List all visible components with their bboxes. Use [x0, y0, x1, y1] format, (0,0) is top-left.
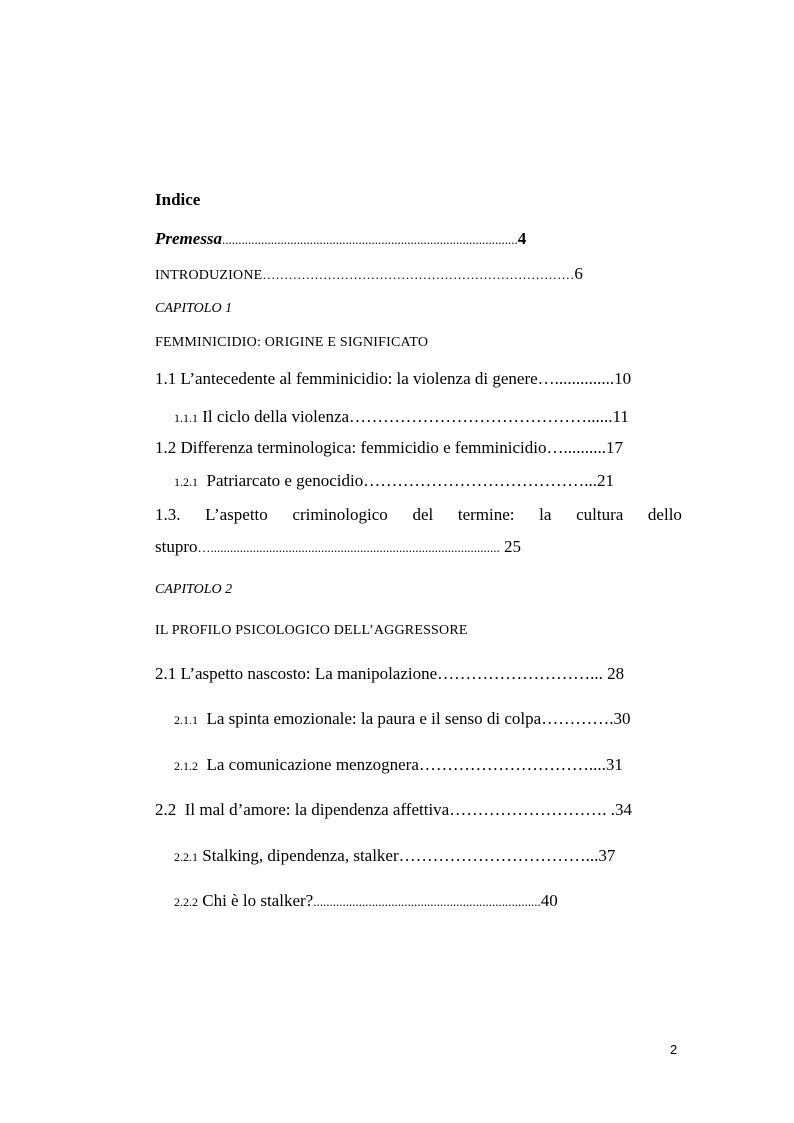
chapter-title-1: FEMMINICIDIO: ORIGINE E SIGNIFICATO	[155, 335, 429, 350]
toc-leader: ...........................................................................................	[222, 232, 518, 247]
toc-page: 4	[517, 229, 527, 248]
toc-entry-1-2	[155, 438, 682, 458]
toc-entry-1-2-1	[174, 471, 682, 492]
toc-entry-number: 1.1.1	[174, 411, 198, 425]
toc-entry-label: Il ciclo della violenza	[202, 407, 350, 426]
toc-entry-label: 1.1 L’antecedente al femminicidio: la violenza di genere	[155, 369, 538, 388]
toc-word: criminologico	[292, 505, 388, 524]
toc-entry-1-3-line2	[155, 537, 682, 558]
toc-word: del	[412, 505, 434, 524]
toc-entry-number: 2.1.1	[174, 713, 198, 727]
toc-leader: …..............	[537, 369, 615, 388]
toc-word: dello	[647, 505, 682, 524]
toc-entry-1-1	[155, 369, 682, 389]
toc-entry-2-2-2	[174, 891, 682, 912]
toc-page: 21	[596, 471, 614, 490]
toc-entry-label: 2.1 L’aspetto nascosto: La manipolazione	[155, 664, 438, 683]
toc-page: 25	[504, 537, 521, 556]
toc-page: 10	[614, 369, 632, 388]
toc-entry-number: 2.2.2	[174, 895, 198, 909]
toc-page: 17	[606, 438, 623, 457]
toc-page: 37	[598, 846, 616, 865]
toc-leader: …..........	[546, 438, 606, 457]
toc-leader: ….........................................................................................	[197, 540, 500, 555]
toc-entry-label: Premessa	[155, 229, 223, 248]
toc-leader: ......................................................................	[313, 894, 541, 909]
toc-entry-label: Chi è lo stalker?	[202, 891, 314, 910]
toc-entry-2-2-1	[174, 846, 682, 867]
page-number: 2	[670, 1042, 678, 1057]
toc-page: 40	[540, 891, 558, 910]
toc-entry-number: 2.2.1	[174, 850, 198, 864]
toc-leader: ……………………………...	[398, 846, 599, 865]
toc-entry-2-2	[155, 800, 682, 820]
toc-word: 1.3.	[155, 505, 181, 524]
chapter-title-2: IL PROFILO PSICOLOGICO DELL’AGGRESSORE	[155, 623, 468, 638]
toc-page: 30	[613, 709, 631, 728]
toc-leader: …………………………………...	[363, 471, 597, 490]
toc-leader: ………….	[541, 709, 614, 728]
toc-leader: ……………………………………......	[349, 407, 613, 426]
toc-page: 31	[605, 755, 623, 774]
chapter-label-1: CAPITOLO 1	[155, 301, 233, 316]
toc-entry-2-1-2	[174, 755, 682, 776]
toc-entry-2-1-1	[174, 709, 682, 730]
toc-leader: ………………………...	[437, 664, 603, 683]
toc-entry-number: 2.1.2	[174, 759, 198, 773]
toc-entry-label: INTRODUZIONE	[155, 268, 263, 283]
toc-entry-label: 1.2 Differenza terminologica: femmicidio e femminicidio	[155, 438, 547, 457]
chapter-label-2: CAPITOLO 2	[155, 582, 233, 597]
toc-entry-label: La comunicazione menzognera	[206, 755, 419, 774]
toc-entry-label: Stalking, dipendenza, stalker	[202, 846, 399, 865]
toc-entry-premessa	[155, 229, 682, 250]
toc-entry-1-3-line1	[155, 505, 682, 525]
toc-word: la	[539, 505, 552, 524]
toc-entry-label: 2.2 Il mal d’amore: la dipendenza affettiva	[155, 800, 450, 819]
toc-entry-label: La spinta emozionale: la paura e il senso di colpa	[206, 709, 542, 728]
toc-word: L’aspetto	[205, 505, 268, 524]
toc-word: cultura	[576, 505, 624, 524]
toc-leader: ………………………………………………………………	[262, 267, 575, 282]
toc-entry-1-1-1	[174, 407, 682, 428]
toc-entry-introduzione	[155, 264, 682, 286]
toc-page: 6	[574, 264, 583, 283]
toc-entry-2-1	[155, 664, 682, 684]
toc-page: 11	[612, 407, 629, 426]
toc-entry-label: stupro	[155, 537, 198, 556]
toc-entry-number: 1.2.1	[174, 475, 198, 489]
toc-entry-label: Patriarcato e genocidio	[206, 471, 364, 490]
toc-page: .34	[610, 800, 632, 819]
toc-leader: ……………………….	[449, 800, 607, 819]
toc-leader: …………………………....	[418, 755, 606, 774]
toc-word: termine:	[457, 505, 515, 524]
toc-page: 28	[607, 664, 625, 683]
toc-heading: Indice	[155, 190, 201, 209]
